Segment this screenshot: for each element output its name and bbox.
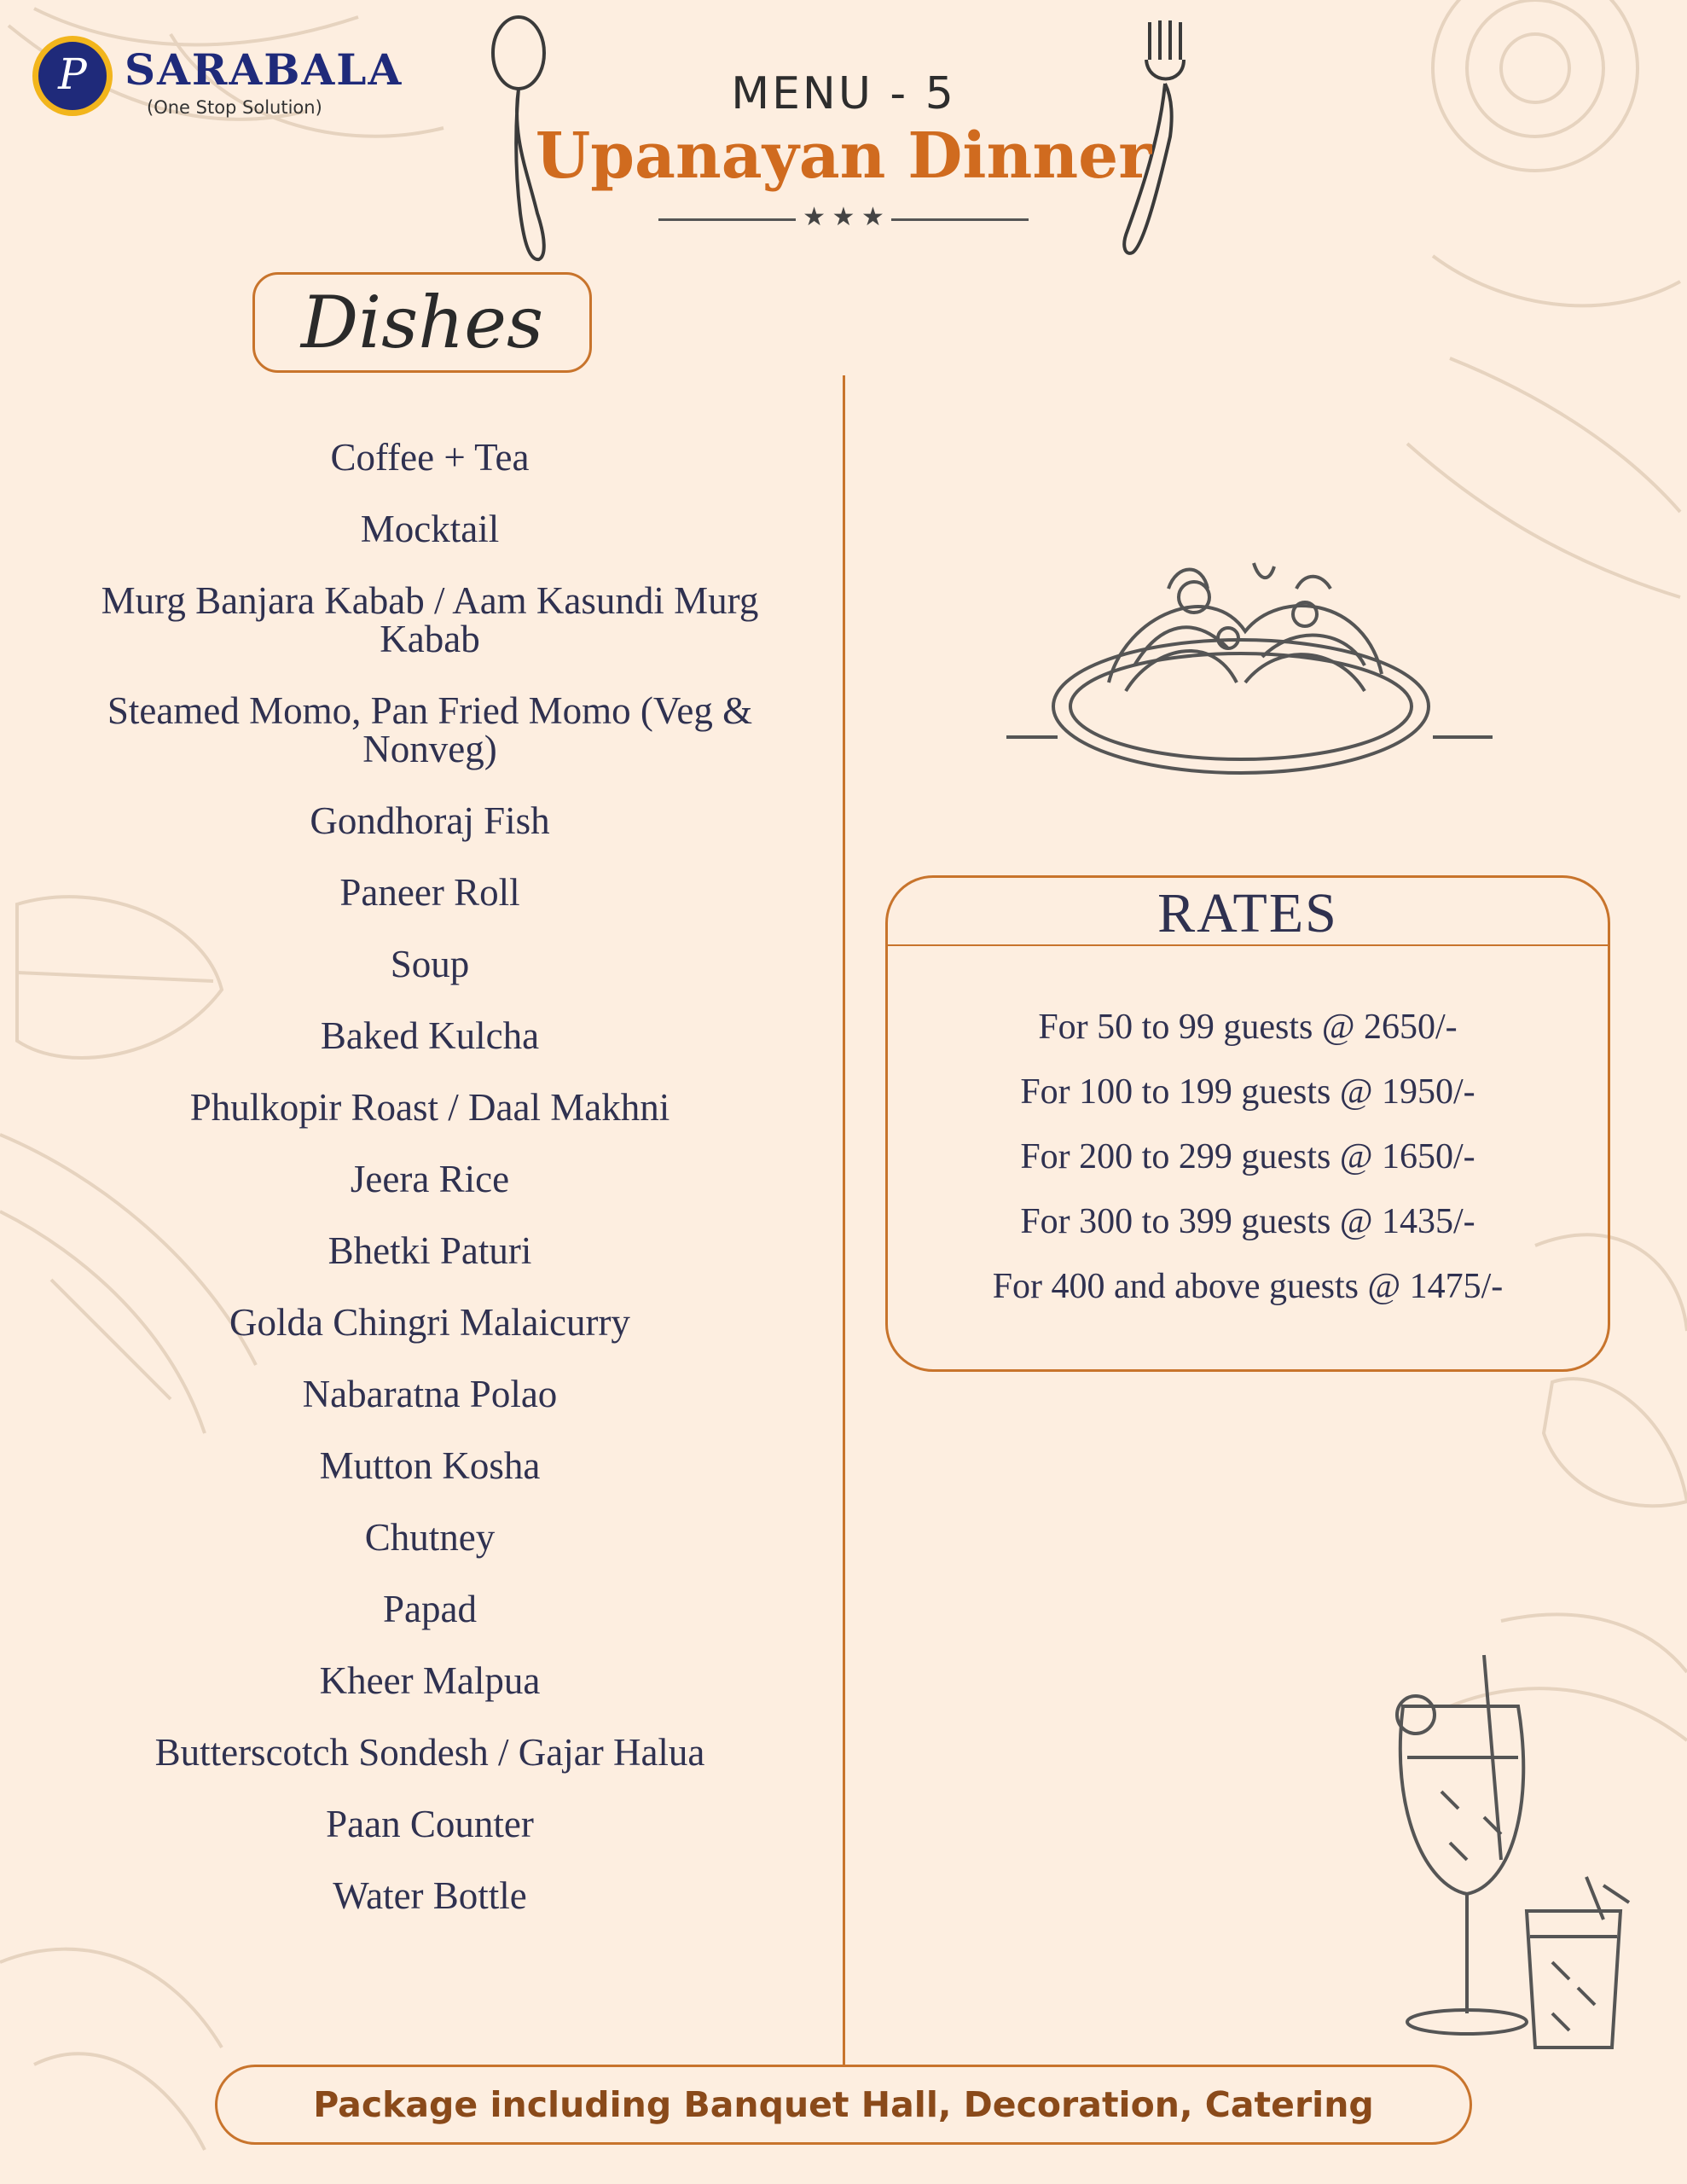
dish-item: Paan Counter	[326, 1803, 534, 1845]
dish-item: Baked Kulcha	[320, 1014, 540, 1057]
dish-item: Kheer Malpua	[319, 1659, 541, 1702]
dish-item: Papad	[383, 1588, 477, 1630]
rate-item: For 300 to 399 guests @ 1435/-	[1020, 1202, 1475, 1241]
rate-item: For 200 to 299 guests @ 1650/-	[1020, 1137, 1475, 1176]
rates-panel	[885, 875, 1610, 1372]
dish-item: Coffee + Tea	[330, 436, 530, 479]
column-divider	[843, 375, 845, 2065]
rate-item: For 50 to 99 guests @ 2650/-	[1038, 1008, 1458, 1047]
pasta-plate-illustration	[1006, 563, 1493, 773]
package-footer: Package including Banquet Hall, Decoration, Catering	[215, 2065, 1472, 2145]
dish-item: Soup	[390, 943, 470, 985]
dish-item: Paneer Roll	[339, 871, 520, 914]
dish-item: Jeera Rice	[350, 1158, 510, 1200]
brand-name: SARABALA	[125, 44, 403, 95]
dish-item: Chutney	[364, 1516, 496, 1559]
menu-number: MENU - 5	[731, 68, 956, 119]
dish-item: Bhetki Paturi	[328, 1229, 532, 1272]
dish-item: Murg Banjara Kabab / Aam Kasundi Murg Kabab	[101, 579, 759, 660]
brand-logo-icon: P	[32, 36, 113, 116]
dish-item: Mocktail	[360, 508, 500, 550]
drinks-illustration	[1397, 1655, 1629, 2048]
brand-tagline: (One Stop Solution)	[147, 97, 322, 118]
rates-list	[888, 995, 1608, 1319]
dishes-heading-badge	[252, 272, 592, 373]
dish-item: Steamed Momo, Pan Fried Momo (Veg & Nonveg)	[107, 689, 753, 770]
dish-item: Gondhoraj Fish	[310, 799, 550, 842]
dish-item: Water Bottle	[333, 1874, 527, 1917]
stars-ornament-icon: ★ ★ ★	[0, 202, 1687, 232]
dish-item: Phulkopir Roast / Daal Makhni	[189, 1086, 670, 1129]
rate-item: For 400 and above guests @ 1475/-	[992, 1267, 1504, 1306]
dishes-heading: Dishes	[300, 281, 544, 364]
rates-divider	[888, 944, 1608, 946]
dish-item: Butterscotch Sondesh / Gajar Halua	[154, 1731, 705, 1774]
dish-item: Nabaratna Polao	[302, 1373, 558, 1415]
dish-item: Golda Chingri Malaicurry	[229, 1301, 630, 1344]
rate-item: For 100 to 199 guests @ 1950/-	[1020, 1072, 1475, 1112]
dish-item: Mutton Kosha	[319, 1444, 541, 1487]
dishes-list	[60, 436, 800, 1949]
page-title: Upanayan Dinner	[535, 119, 1152, 193]
rates-heading: RATES	[1157, 882, 1338, 944]
